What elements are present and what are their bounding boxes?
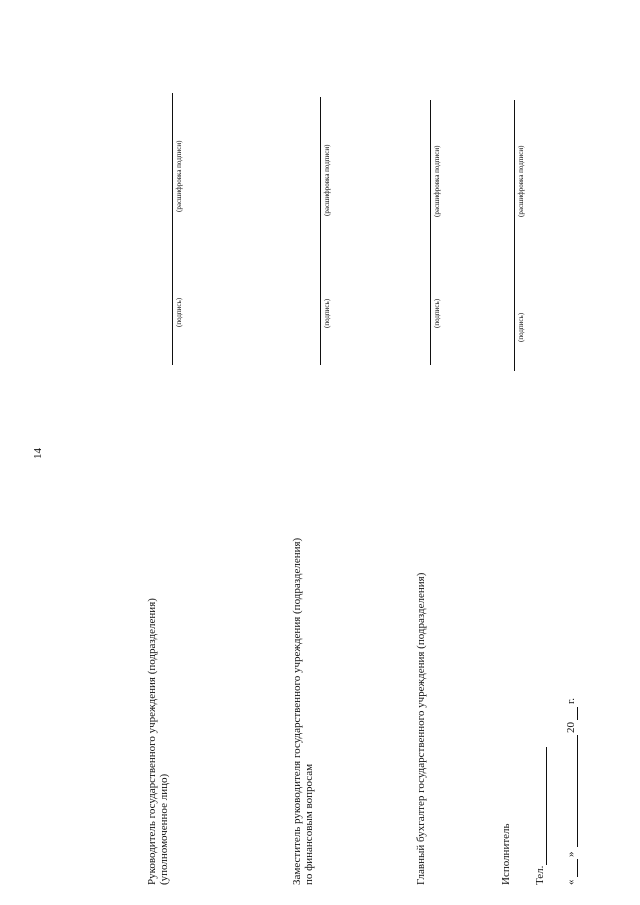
executor-decode-caption: (расшифровка подписи) (517, 145, 525, 217)
phone-label: Тел. (534, 865, 546, 885)
signatory-3-decode-caption: (расшифровка подписи) (433, 145, 441, 217)
date-close-quote: » (565, 851, 577, 857)
signatory-2-title: Заместитель руководителя государственного учреждения (подразделения) (291, 537, 303, 885)
signatory-3-title: Главный бухгалтер государственного учреждения (подразделения) (415, 572, 427, 885)
date-open-quote: « (565, 879, 577, 885)
executor-label: Исполнитель (500, 823, 512, 885)
signatory-2-sign-caption: (подпись) (323, 298, 331, 328)
date-day-line (577, 859, 578, 877)
date-month-line (577, 735, 578, 847)
executor-sign-caption: (подпись) (517, 312, 525, 342)
signatory-2-title-cont: по финансовым вопросам (303, 763, 315, 885)
signatory-1-signature-line (172, 93, 173, 365)
signatory-2-decode-caption: (расшифровка подписи) (323, 144, 331, 216)
phone-line (546, 747, 547, 865)
signatory-3-sign-caption: (подпись) (433, 298, 441, 328)
year-suffix: г. (565, 697, 577, 704)
signatory-1-title: Руководитель государственного учреждения (подразделения) (146, 598, 158, 885)
date-year-line (577, 707, 578, 720)
signatory-3-signature-line (430, 100, 431, 365)
signatory-2-signature-line (320, 97, 321, 365)
year-prefix: 20 (565, 722, 577, 733)
page-number: 14 (32, 448, 44, 459)
signatory-1-decode-caption: (расшифровка подписи) (175, 140, 183, 212)
signatory-1-sign-caption: (подпись) (175, 297, 183, 327)
executor-signature-line (514, 100, 515, 371)
signatory-1-title-cont: (уполномоченное лицо) (158, 773, 170, 885)
